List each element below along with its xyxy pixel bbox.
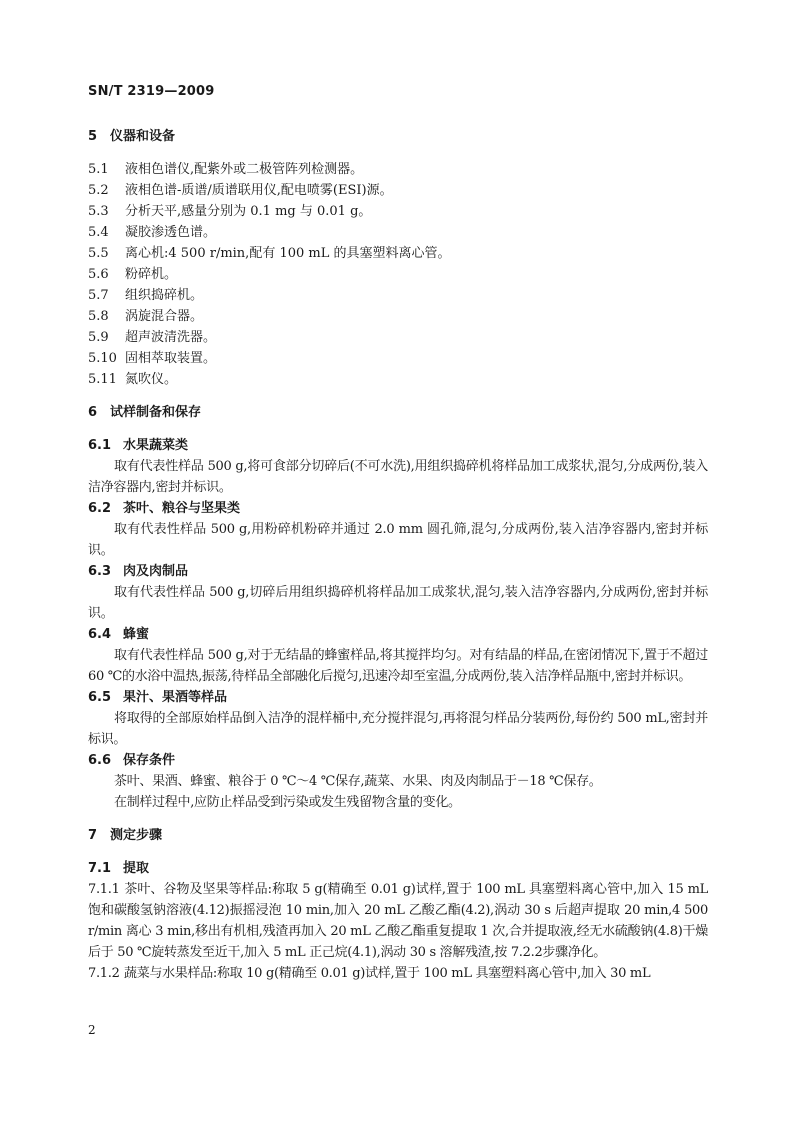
equipment-item bbox=[88, 222, 708, 243]
subsection-heading bbox=[88, 561, 708, 582]
item-text: 液相色谱-质谱/质谱联用仪,配电喷雾(ESI)源。 bbox=[125, 183, 393, 198]
subsection-number: 6.1 bbox=[88, 438, 112, 453]
subsection-title: 保存条件 bbox=[123, 753, 176, 768]
procedure-step bbox=[88, 879, 708, 963]
extraction-steps bbox=[88, 879, 708, 984]
item-text: 氮吹仪。 bbox=[125, 372, 178, 387]
section-number: 5 bbox=[88, 129, 98, 144]
item-text: 超声波清洗器。 bbox=[125, 330, 217, 345]
subsection-heading bbox=[88, 624, 708, 645]
section-heading-6 bbox=[88, 402, 708, 424]
equipment-item bbox=[88, 243, 708, 264]
paragraph: 在制样过程中,应防止样品受到污染或发生残留物含量的变化。 bbox=[114, 795, 461, 810]
paragraph: 将取得的全部原始样品倒入洁净的混样桶中,充分搅拌混匀,再将混匀样品分装两份,每份约 500 mL,密封并标识。 bbox=[88, 711, 708, 747]
document-body bbox=[88, 126, 708, 984]
subsection-title: 水果蔬菜类 bbox=[123, 438, 189, 453]
subsection-heading bbox=[88, 498, 708, 519]
section-heading-5 bbox=[88, 126, 708, 148]
equipment-item bbox=[88, 201, 708, 222]
item-number: 5.3 bbox=[88, 204, 109, 219]
section-number: 7 bbox=[88, 828, 98, 843]
step-text: 茶叶、谷物及坚果等样品:称取 5 g(精确至 0.01 g)试样,置于 100 mL 具塞塑料离心管中,加入 15 mL 饱和碳酸氢钠溶液(4.12)振摇浸泡 10 min,加入 20 mL 乙酸乙酯(4.2),涡动 30 s 后超声提取 20 min,4 500 r/min 离心 3 min,移出有机相,残渣再加入 20 mL 乙酸乙酯重复提取 1 次,合并提取液,经无水硫酸钠(4.8)干燥后于 50 ℃旋转蒸发至近干,加入 5 mL 正己烷(4.1),涡动 30 s 溶解残渣,按 7.2.2步骤净化。 bbox=[88, 882, 708, 960]
equipment-item bbox=[88, 159, 708, 180]
item-number: 5.10 bbox=[88, 351, 117, 366]
paragraph: 取有代表性样品 500 g,用粉碎机粉碎并通过 2.0 mm 圆孔筛,混匀,分成两份,装入洁净容器内,密封并标识。 bbox=[88, 522, 708, 558]
step-number: 7.1.2 bbox=[88, 966, 120, 981]
equipment-item bbox=[88, 180, 708, 201]
subsection-number: 6.2 bbox=[88, 501, 112, 516]
section-title: 测定步骤 bbox=[110, 828, 163, 843]
section-heading-7 bbox=[88, 825, 708, 847]
paragraph: 取有代表性样品 500 g,对于无结晶的蜂蜜样品,将其搅拌均匀。对有结晶的样品,在密闭情况下,置于不超过 60 ℃的水浴中温热,振荡,待样品全部融化后搅匀,迅速冷却至室温,分成两份,装入洁净样品瓶中,密封并标识。 bbox=[88, 648, 708, 684]
sample-preparation bbox=[88, 435, 708, 813]
item-text: 液相色谱仪,配紫外或二极管阵列检测器。 bbox=[125, 162, 364, 177]
item-number: 5.5 bbox=[88, 246, 109, 261]
section-number: 6 bbox=[88, 405, 98, 420]
subsection-heading bbox=[88, 750, 708, 771]
item-number: 5.6 bbox=[88, 267, 109, 282]
subsection-number: 6.4 bbox=[88, 627, 112, 642]
item-number: 5.9 bbox=[88, 330, 109, 345]
item-text: 粉碎机。 bbox=[125, 267, 178, 282]
subsection-heading bbox=[88, 687, 708, 708]
subsection-title: 茶叶、粮谷与坚果类 bbox=[123, 501, 241, 516]
item-text: 固相萃取装置。 bbox=[125, 351, 217, 366]
subsection-title: 提取 bbox=[123, 861, 150, 876]
equipment-list bbox=[88, 159, 708, 390]
item-text: 组织捣碎机。 bbox=[125, 288, 204, 303]
subsection-title: 果汁、果酒等样品 bbox=[123, 690, 228, 705]
item-text: 离心机:4 500 r/min,配有 100 mL 的具塞塑料离心管。 bbox=[125, 246, 451, 261]
paragraph: 取有代表性样品 500 g,切碎后用组织捣碎机将样品加工成浆状,混匀,装入洁净容器内,分成两份,密封并标识。 bbox=[88, 585, 708, 621]
equipment-item bbox=[88, 306, 708, 327]
paragraph: 茶叶、果酒、蜂蜜、粮谷于 0 ℃～4 ℃保存,蔬菜、水果、肉及肉制品于－18 ℃保存。 bbox=[114, 774, 602, 789]
equipment-item bbox=[88, 369, 708, 390]
subsection-number: 6.3 bbox=[88, 564, 112, 579]
subsection-number: 7.1 bbox=[88, 861, 112, 876]
step-number: 7.1.1 bbox=[88, 882, 120, 897]
item-number: 5.7 bbox=[88, 288, 109, 303]
paragraph: 取有代表性样品 500 g,将可食部分切碎后(不可水洗),用组织捣碎机将样品加工成浆状,混匀,分成两份,装入洁净容器内,密封并标识。 bbox=[88, 459, 708, 495]
item-number: 5.4 bbox=[88, 225, 109, 240]
section-title: 试样制备和保存 bbox=[110, 405, 202, 420]
subsection-number: 6.6 bbox=[88, 753, 112, 768]
section-title: 仪器和设备 bbox=[110, 129, 176, 144]
subsection-title: 肉及肉制品 bbox=[123, 564, 189, 579]
item-number: 5.1 bbox=[88, 162, 109, 177]
item-text: 涡旋混合器。 bbox=[125, 309, 204, 324]
standard-header: SN/T 2319—2009 bbox=[88, 84, 215, 99]
item-text: 凝胶渗透色谱。 bbox=[125, 225, 217, 240]
subsection-heading bbox=[88, 435, 708, 456]
equipment-item bbox=[88, 264, 708, 285]
equipment-item bbox=[88, 327, 708, 348]
page-number: 2 bbox=[88, 1023, 96, 1037]
procedure-step bbox=[88, 963, 708, 984]
subsection-title: 蜂蜜 bbox=[123, 627, 150, 642]
subsection-heading bbox=[88, 858, 708, 879]
equipment-item bbox=[88, 285, 708, 306]
step-text: 蔬菜与水果样品:称取 10 g(精确至 0.01 g)试样,置于 100 mL 具塞塑料离心管中,加入 30 mL bbox=[124, 966, 651, 981]
item-number: 5.11 bbox=[88, 372, 117, 387]
item-text: 分析天平,感量分别为 0.1 mg 与 0.01 g。 bbox=[125, 204, 372, 219]
subsection-number: 6.5 bbox=[88, 690, 112, 705]
equipment-item bbox=[88, 348, 708, 369]
item-number: 5.8 bbox=[88, 309, 109, 324]
item-number: 5.2 bbox=[88, 183, 109, 198]
